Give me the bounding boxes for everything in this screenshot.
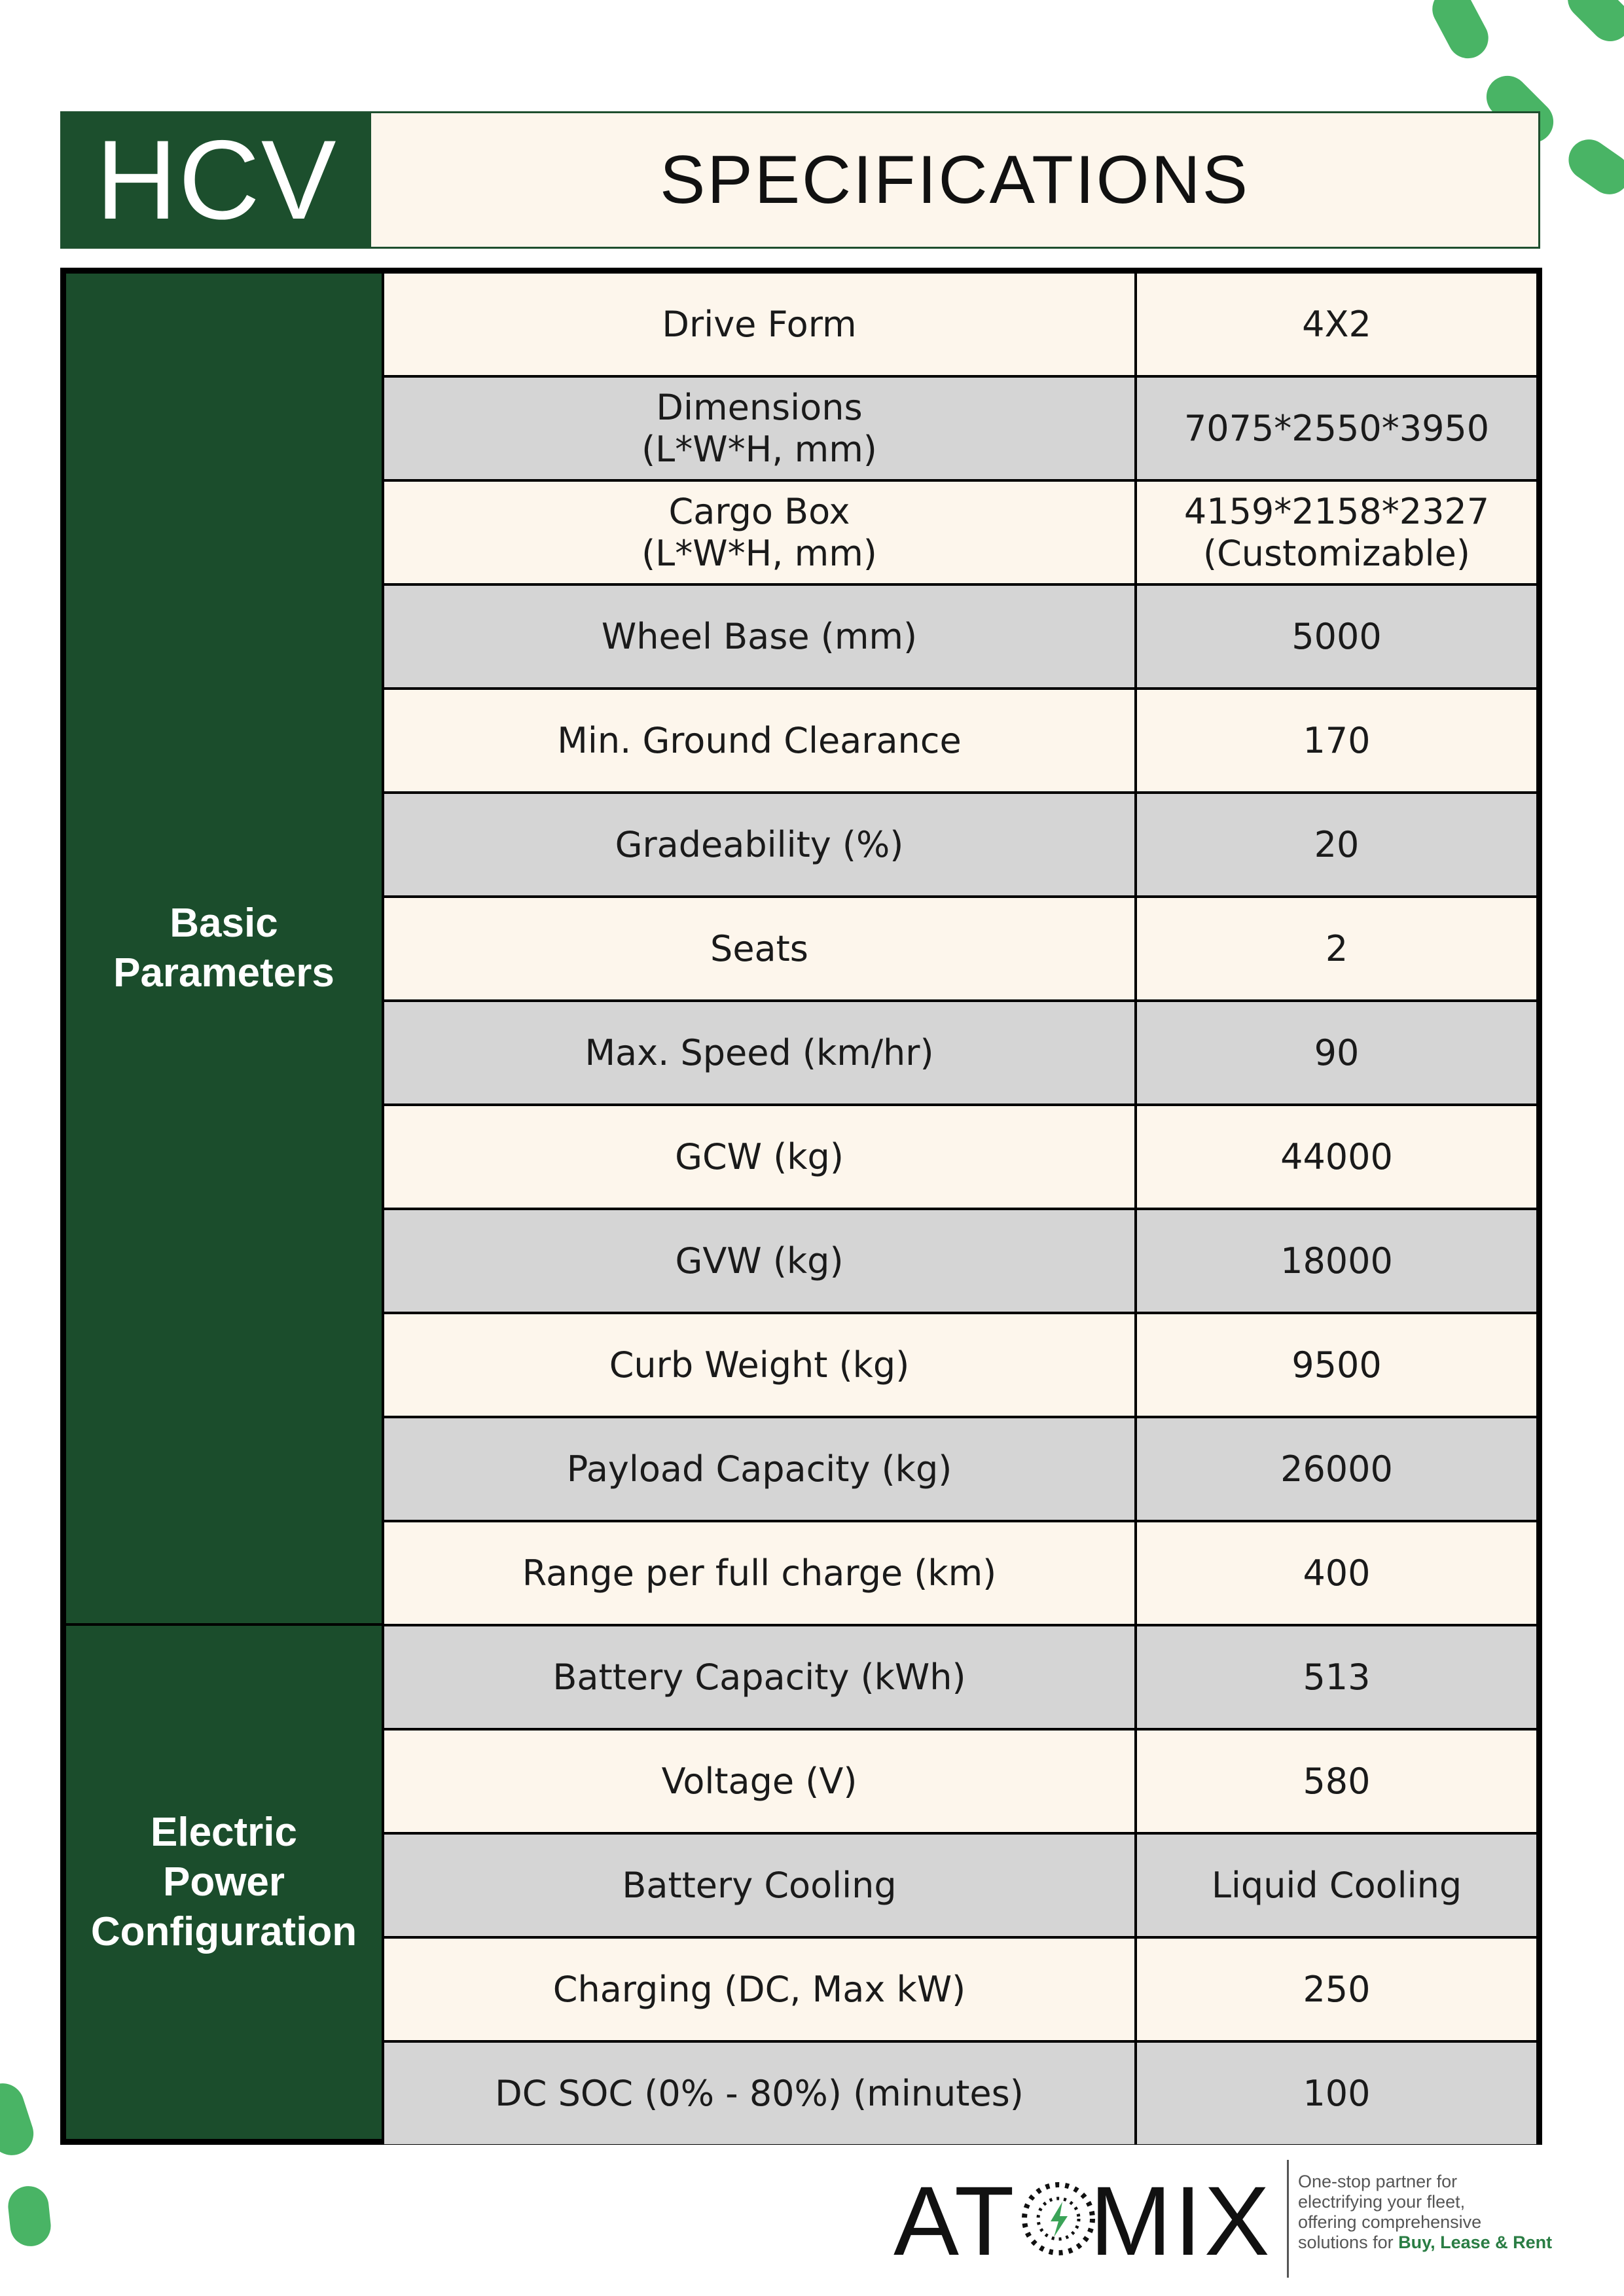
decor-dash: [1561, 132, 1624, 202]
spec-label: Voltage (V): [384, 1731, 1134, 1832]
spec-value: 26000: [1137, 1418, 1536, 1520]
spec-label: Wheel Base (mm): [384, 586, 1134, 687]
spec-label: Cargo Box (L*W*H, mm): [384, 482, 1134, 583]
spec-value: 5000: [1137, 586, 1536, 687]
brand-divider: [1287, 2160, 1289, 2278]
tagline-line: [1298, 2233, 1579, 2253]
page-title: SPECIFICATIONS: [659, 142, 1250, 218]
spec-table: [60, 268, 1542, 2145]
spec-value: 18000: [1137, 1210, 1536, 1312]
tagline-line: offering comprehensive: [1298, 2212, 1482, 2232]
spec-value: 580: [1137, 1731, 1536, 1832]
spec-label: Battery Cooling: [384, 1835, 1134, 1936]
spec-value: 4159*2158*2327 (Customizable): [1137, 482, 1536, 583]
spec-value: 250: [1137, 1939, 1536, 2040]
decor-dash: [6, 2184, 52, 2248]
spec-value: Liquid Cooling: [1137, 1835, 1536, 1936]
group-electric-power: [66, 1626, 382, 2139]
group-label: Electric Power Configuration: [90, 1810, 357, 1954]
spec-label: GVW (kg): [384, 1210, 1134, 1312]
spec-label: Battery Capacity (kWh): [384, 1626, 1134, 1728]
spec-label: Min. Ground Clearance: [384, 690, 1134, 791]
spec-value: 44000: [1137, 1106, 1536, 1208]
spec-label: Curb Weight (kg): [384, 1314, 1134, 1416]
brand-tagline: [1298, 2172, 1579, 2253]
spec-value: 400: [1137, 1522, 1536, 1624]
spec-value: 7075*2550*3950: [1137, 378, 1536, 479]
decor-dash: [1559, 0, 1624, 50]
spec-label: Seats: [384, 898, 1134, 999]
spec-label: Payload Capacity (kg): [384, 1418, 1134, 1520]
spec-label: DC SOC (0% - 80%) (minutes): [384, 2043, 1134, 2144]
spec-label: Dimensions (L*W*H, mm): [384, 378, 1134, 479]
spec-label: GCW (kg): [384, 1106, 1134, 1208]
tagline-line: One-stop partner for: [1298, 2172, 1458, 2191]
group-basic-parameters: [66, 274, 382, 1623]
brand-logo-right: MIX: [1090, 2166, 1272, 2276]
decor-dash: [1425, 0, 1495, 65]
tagline-prefix: solutions for: [1298, 2233, 1399, 2252]
spec-value: 513: [1137, 1626, 1536, 1728]
spec-header: [60, 111, 1540, 249]
tagline-emphasis: Buy, Lease & Rent: [1398, 2233, 1553, 2252]
spec-value: 4X2: [1137, 274, 1536, 375]
decor-dash: [0, 2078, 39, 2161]
spec-label: Range per full charge (km): [384, 1522, 1134, 1624]
spec-label: Charging (DC, Max kW): [384, 1939, 1134, 2040]
spec-value: 9500: [1137, 1314, 1536, 1416]
spec-value: 20: [1137, 794, 1536, 895]
spec-label: Gradeability (%): [384, 794, 1134, 895]
model-name: HCV: [62, 113, 371, 247]
tagline-line: electrifying your fleet,: [1298, 2192, 1466, 2212]
spec-value: 90: [1137, 1002, 1536, 1103]
spec-label: Drive Form: [384, 274, 1134, 375]
brand-logo-left: AT: [893, 2166, 1017, 2276]
brand-footer: [893, 2160, 1581, 2278]
group-label: Basic Parameters: [113, 901, 334, 996]
spec-value: 170: [1137, 690, 1536, 791]
spec-value: 2: [1137, 898, 1536, 999]
spec-label: Max. Speed (km/hr): [384, 1002, 1134, 1103]
spec-value: 100: [1137, 2043, 1536, 2144]
